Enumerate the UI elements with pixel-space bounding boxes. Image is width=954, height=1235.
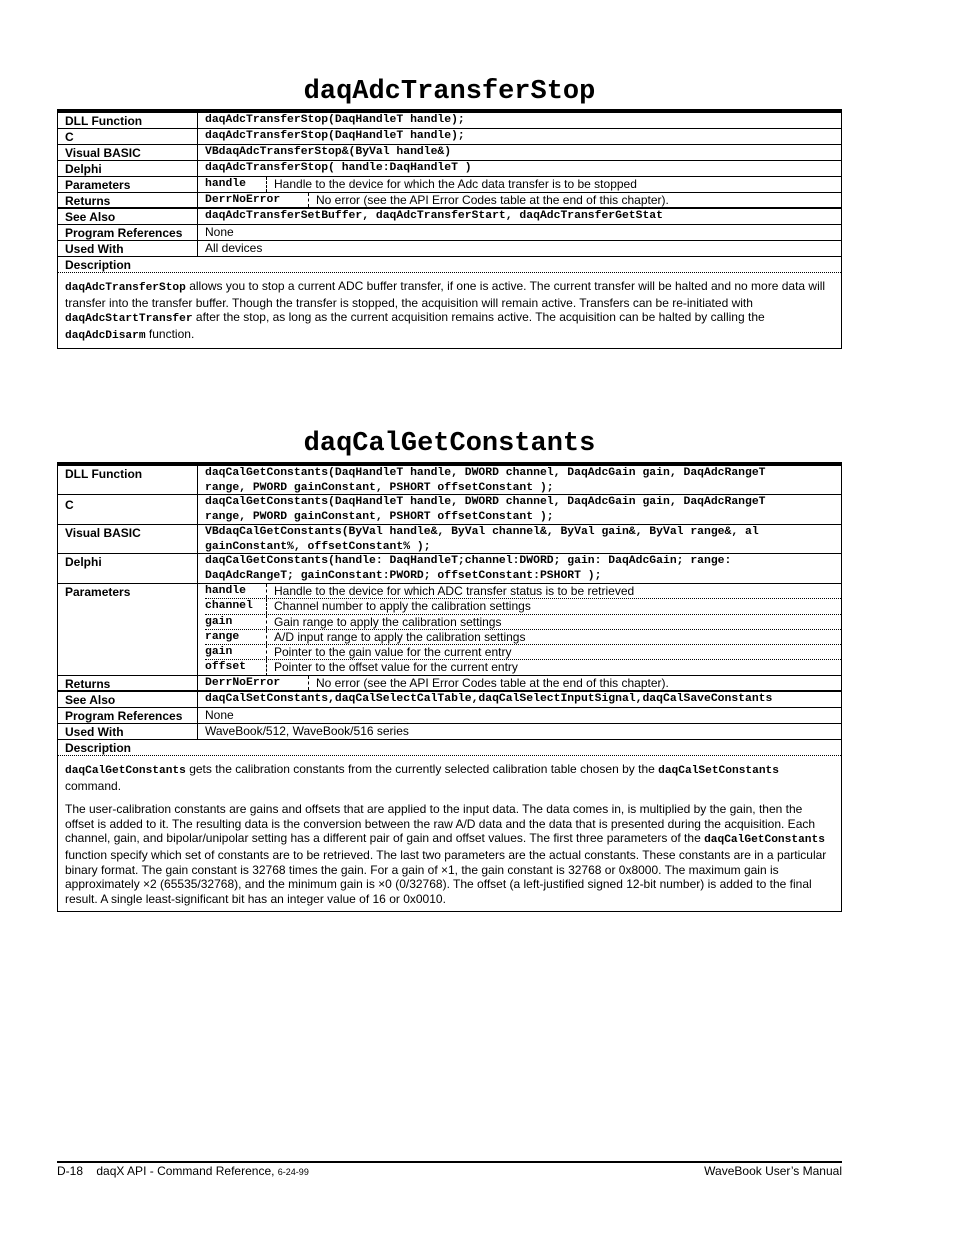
description-text: The user-calibration constants are gains and offsets that are applied to the input data. The data comes in, is multiplied by the gain, then the offset is added to it. The resulting data is the conversion between the raw A/D data and the data that is presented during the acquisition. Each channel, gain, and bipolar/unipolar setting has a different pair of gain and offset values. The first three parameters of the xyxy=(65,802,816,846)
description-paragraph xyxy=(65,802,831,906)
c-row xyxy=(58,495,841,525)
row-value: WaveBook/512, WaveBook/516 series xyxy=(205,724,409,738)
row-value: daqCalGetConstants(DaqHandleT handle, DWORD channel, DaqAdcGain gain, DaqAdcRangeT range, PWORD gainConstant, PSHORT offsetConstant ); xyxy=(205,496,766,523)
row-label: See Also xyxy=(58,209,198,224)
description-header: Description xyxy=(58,740,841,756)
row-label: Returns xyxy=(58,676,198,690)
row-value: daqAdcTransferStop(DaqHandleT handle); xyxy=(205,130,465,142)
footer-left xyxy=(57,1164,309,1179)
section2-reference-table xyxy=(57,462,842,912)
dll-function-row xyxy=(58,466,841,495)
row-label: Delphi xyxy=(58,554,198,583)
param-description: Handle to the device for which ADC transfer status is to be retrieved xyxy=(274,584,635,598)
see-also-row xyxy=(58,692,841,708)
delphi-row xyxy=(58,161,841,177)
footer-rule xyxy=(57,1161,842,1163)
param-name: gain xyxy=(205,615,267,629)
param-name: range xyxy=(205,630,267,644)
description-text: gets the calibration constants from the currently selected calibration table chosen by the xyxy=(185,762,659,776)
row-value: daqAdcTransferStop(DaqHandleT handle); xyxy=(205,114,465,126)
row-label: Program References xyxy=(58,708,198,723)
param-description: A/D input range to apply the calibration settings xyxy=(274,629,526,644)
row-value: None xyxy=(205,708,234,722)
param-name: handle xyxy=(205,177,267,192)
description-paragraph xyxy=(65,279,831,343)
see-also-row xyxy=(58,209,841,225)
description-body xyxy=(58,273,841,348)
param-row xyxy=(205,584,841,599)
section2-title: daqCalGetConstants xyxy=(303,429,596,459)
visual-basic-row xyxy=(58,525,841,554)
parameters-row xyxy=(58,584,841,676)
description-text: allows you to stop a current ADC buffer transfer, if one is active. The current transfer will be halted and no more data will transfer into the transfer buffer. Though the transfer is stopped, the acquisition will remain active. Transfers can be re-initiated with xyxy=(65,279,826,310)
inline-code: daqAdcDisarm xyxy=(65,329,146,342)
returns-row xyxy=(58,676,841,692)
param-row xyxy=(205,615,841,630)
page-number: D-18 xyxy=(57,1164,84,1178)
description-text: after the stop, as long as the current acquisition remains active. The acquisition can be halted by calling the xyxy=(192,310,765,325)
footer-title: daqX API - Command Reference, xyxy=(96,1164,278,1178)
param-row xyxy=(205,660,841,675)
description-text: function specify which set of constants are to be retrieved. The last two parameters are the actual constants. These constants are in a particular binary format. The gain constant is 32768 times the gain. For a gain of ×1, the gain constant is 32768 or 0x8000. The maximum gain is approximately ×2 (65535/32768), and the minimum gain is ×0 (0/32768). The offset (a left-justified signed 12-bit number) is added to the final result. A single least-significant bit has an integer value of 16 or 0x0010. xyxy=(65,847,827,906)
row-value: daqCalGetConstants(handle: DaqHandleT;channel:DWORD; gain: DaqAdcGain; range: DaqAdcRangeT; gainConstant:PWORD; offsetConstant:PSHORT ); xyxy=(205,555,732,582)
param-description: Handle to the device for which the Adc data transfer is to be stopped xyxy=(274,177,637,191)
param-description: Channel number to apply the calibration settings xyxy=(274,599,531,614)
row-label: Parameters xyxy=(58,177,198,192)
program-references-row xyxy=(58,225,841,241)
param-description: Gain range to apply the calibration settings xyxy=(274,614,502,629)
section1-title: daqAdcTransferStop xyxy=(303,77,596,107)
return-description: No error (see the API Error Codes table at the end of this chapter). xyxy=(316,676,669,690)
parameters-list xyxy=(205,584,841,676)
returns-row xyxy=(58,193,841,209)
row-label: DLL Function xyxy=(58,113,198,128)
row-label: Used With xyxy=(58,724,198,739)
inline-code: daqCalGetConstants xyxy=(704,834,825,847)
inline-code: daqAdcStartTransfer xyxy=(65,313,193,326)
description-text: command. xyxy=(65,778,122,793)
used-with-row xyxy=(58,724,841,740)
row-value: VBdaqAdcTransferStop&(ByVal handle&) xyxy=(205,146,452,158)
description-paragraph xyxy=(65,762,831,793)
row-value: All devices xyxy=(205,241,263,255)
return-code: DerrNoError xyxy=(205,193,309,207)
row-value: daqCalGetConstants(DaqHandleT handle, DWORD channel, DaqAdcGain gain, DaqAdcRangeT range, PWORD gainConstant, PSHORT offsetConstant ); xyxy=(205,467,766,494)
row-value: daqAdcTransferSetBuffer, daqAdcTransferStart, daqAdcTransferGetStat xyxy=(205,210,663,222)
param-name: channel xyxy=(205,599,267,613)
row-label: C xyxy=(58,129,198,144)
row-value: None xyxy=(205,225,234,239)
footer-date: 6-24-99 xyxy=(277,1167,309,1177)
inline-code: daqAdcTransferStop xyxy=(65,282,186,294)
parameters-row xyxy=(58,177,841,193)
param-row xyxy=(205,630,841,645)
param-row xyxy=(205,599,841,614)
row-value: VBdaqCalGetConstants(ByVal handle&, ByVal channel&, ByVal gain&, ByVal range&, al gainConstant%, offsetConstant% ); xyxy=(205,526,759,553)
footer-manual-name: WaveBook User’s Manual xyxy=(704,1164,842,1178)
row-label: Used With xyxy=(58,241,198,256)
row-value: daqAdcTransferStop( handle:DaqHandleT ) xyxy=(205,162,472,174)
row-label: Program References xyxy=(58,225,198,240)
row-label: Visual BASIC xyxy=(58,145,198,160)
row-label: DLL Function xyxy=(58,466,198,494)
row-label: Parameters xyxy=(58,584,198,675)
row-label: Visual BASIC xyxy=(58,525,198,553)
delphi-row xyxy=(58,554,841,584)
param-name: handle xyxy=(205,584,267,598)
dll-function-row xyxy=(58,113,841,129)
c-row xyxy=(58,129,841,145)
return-code: DerrNoError xyxy=(205,676,309,690)
visual-basic-row xyxy=(58,145,841,161)
row-value: daqCalSetConstants,daqCalSelectCalTable,daqCalSelectInputSignal,daqCalSaveConstants xyxy=(205,693,773,705)
description-text: function. xyxy=(145,326,195,341)
row-label: Returns xyxy=(58,193,198,207)
row-label: See Also xyxy=(58,692,198,707)
used-with-row xyxy=(58,241,841,257)
section1-reference-table xyxy=(57,109,842,349)
param-description: Pointer to the gain value for the current entry xyxy=(274,645,512,660)
row-label: Delphi xyxy=(58,161,198,176)
param-row xyxy=(205,645,841,660)
inline-code: daqCalSetConstants xyxy=(658,765,779,777)
return-description: No error (see the API Error Codes table at the end of this chapter). xyxy=(316,193,669,207)
param-description: Pointer to the offset value for the current entry xyxy=(274,660,518,675)
row-label: C xyxy=(58,495,198,524)
description-header: Description xyxy=(58,257,841,273)
description-body xyxy=(58,756,841,911)
program-references-row xyxy=(58,708,841,724)
param-name: offset xyxy=(205,660,267,675)
param-name: gain xyxy=(205,645,267,659)
inline-code: daqCalGetConstants xyxy=(65,765,186,777)
